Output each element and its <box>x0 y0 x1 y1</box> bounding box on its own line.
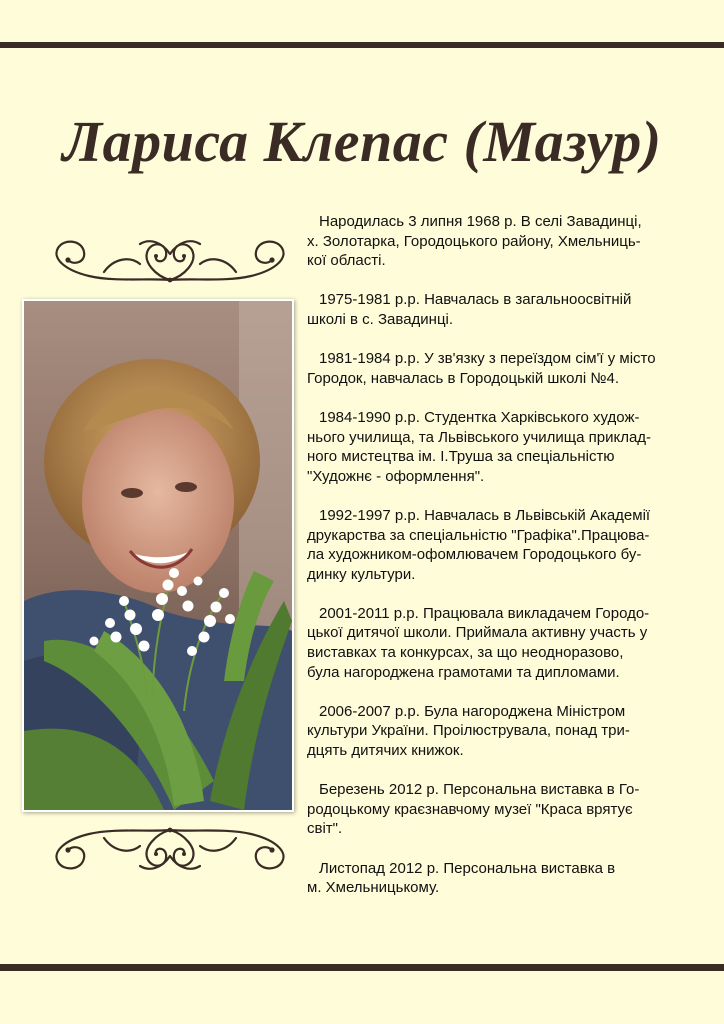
bio-line: 2001-2011 р.р. Працювала викладачем Городо- <box>319 604 650 622</box>
bio-line: 2006-2007 р.р. Була нагороджена Міністром <box>319 702 626 720</box>
bio-line: цької дитячої школи. Приймала активну участь у <box>307 624 648 642</box>
bio-paragraph <box>307 604 715 682</box>
bio-line: 1975-1981 р.р. Навчалась в загальноосвітній <box>319 291 632 309</box>
bio-line: "Художнє - оформлення". <box>307 467 485 485</box>
biography-text <box>307 212 715 917</box>
bio-line: ла художником-офомлювачем Городоцького бу- <box>307 546 642 564</box>
bio-line: школі в с. Завадинці. <box>307 310 454 328</box>
bio-line: х. Золотарка, Городоцького району, Хмельниць- <box>307 232 641 250</box>
bio-line: Городок, навчалась в Городоцькій школі №4. <box>307 369 619 387</box>
bio-line: родоцькому краєзнавчому музеї "Краса врятує <box>307 800 633 818</box>
bio-paragraph <box>307 780 715 839</box>
bio-line: Березень 2012 р. Персональна виставка в Го- <box>319 781 640 799</box>
bio-line: світ". <box>307 820 343 838</box>
bio-paragraph <box>307 212 715 271</box>
bio-line: 1992-1997 р.р. Навчалась в Львівській Академії <box>319 506 651 524</box>
portrait-photo <box>24 301 292 810</box>
bio-line: м. Хмельницькому. <box>307 879 440 897</box>
bio-line: друкарства за спеціальністю "Графіка".Працюва- <box>307 526 650 544</box>
bio-paragraph <box>307 859 715 898</box>
bottom-rule <box>0 964 724 971</box>
bio-paragraph <box>307 408 715 486</box>
bio-line: дцять дитячих книжок. <box>307 742 464 760</box>
bio-line: 1981-1984 р.р. У зв'язку з переїздом сім'ї у місто <box>319 350 656 368</box>
bio-line: 1984-1990 р.р. Студентка Харківського худож- <box>319 408 640 426</box>
bio-line: ного мистецтва ім. І.Труша за спеціальністю <box>307 448 615 466</box>
top-rule <box>0 42 724 48</box>
page-title: Лариса Клепас (Мазур) <box>62 109 662 174</box>
bio-paragraph <box>307 290 715 329</box>
flourish-ornament-bottom <box>44 812 296 878</box>
bio-line: виставках та конкурсах, за що неодноразово, <box>307 644 624 662</box>
bio-line: динку культури. <box>307 565 416 583</box>
bio-paragraph <box>307 349 715 388</box>
flourish-ornament-top <box>44 232 296 298</box>
bio-line: кої області. <box>307 252 386 270</box>
bio-line: була нагороджена грамотами та дипломами. <box>307 663 620 681</box>
bio-line: Листопад 2012 р. Персональна виставка в <box>319 859 616 877</box>
portrait-frame <box>22 299 294 812</box>
bio-line: Народилась 3 липня 1968 р. В селі Завадинці, <box>319 213 642 230</box>
bio-line: культури України. Проілюструвала, понад три- <box>307 722 630 740</box>
bio-line: нього училища, та Львівського училища приклад- <box>307 428 652 446</box>
bio-paragraph <box>307 702 715 761</box>
bio-paragraph <box>307 506 715 584</box>
